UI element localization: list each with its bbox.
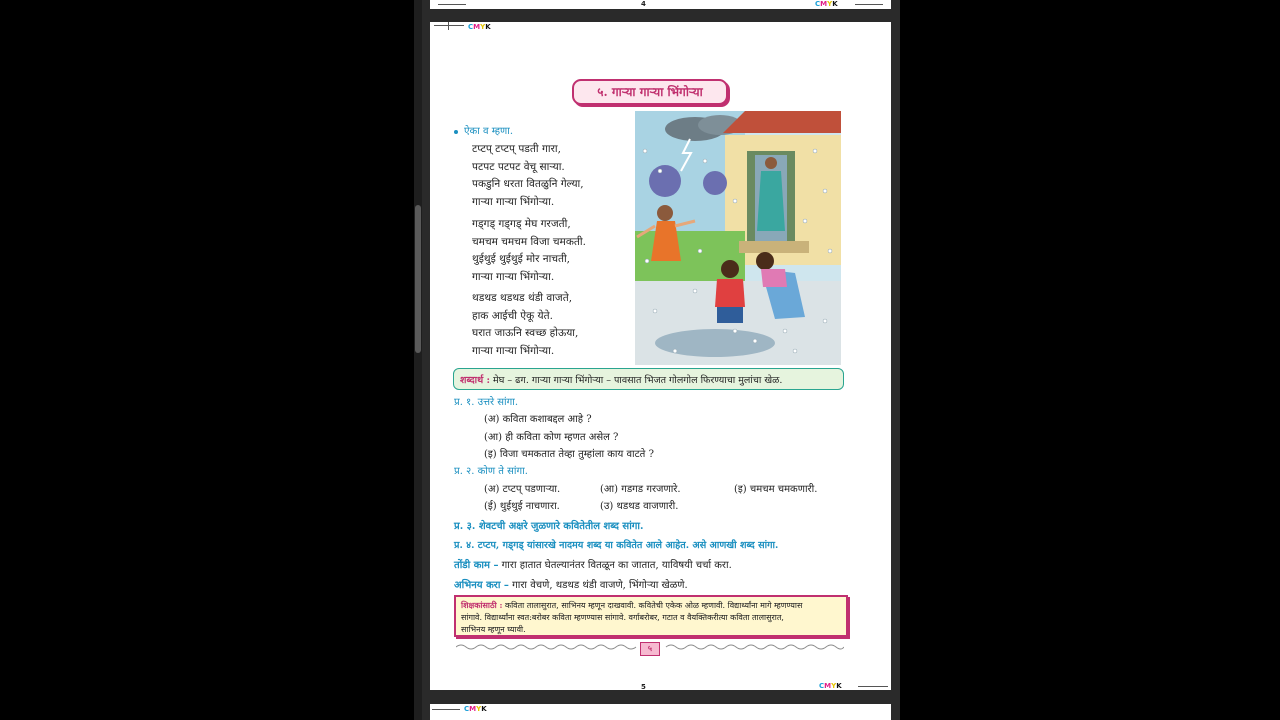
poem-stanza-1	[472, 141, 584, 211]
question-item: (अ) कविता कशाबद्दल आहे ?	[484, 414, 592, 425]
left-backdrop	[0, 0, 415, 720]
cmyk-mark: CMYK	[468, 23, 491, 31]
question-4: प्र. ४. टप्टप, गड्गड् यांसारखे नादमय शब्द या कवितेत आले आहेत. असे आणखी शब्द सांगा.	[454, 540, 779, 551]
poem-line: गाऱ्या गाऱ्या भिंगोऱ्या.	[472, 344, 555, 357]
cmyk-mark: CMYK	[464, 705, 487, 713]
crop-mark	[855, 4, 883, 5]
teacher-note-box	[454, 595, 848, 637]
glossary-box	[453, 368, 844, 390]
question-item: (आ) गडगड गरजणारे.	[600, 484, 681, 495]
question-item: (उ) थडथड वाजणारी.	[600, 501, 679, 512]
lesson-title-box	[572, 79, 728, 105]
poem-stanza-3	[472, 290, 578, 360]
page-number: 5	[641, 683, 646, 691]
question-item: (ई) थुईथुई नाचणारा.	[484, 501, 560, 512]
crop-mark	[434, 25, 464, 26]
teacher-note: शिक्षकांसाठी : कविता तालासुरात, साभिनय म्हणून दाखवावी. कवितेची एकेक ओळ म्हणावी. विद्यार्थ्यांना मागे म्हणण्यास सांगावे. विद्यार्थ्यांना स्वत:बरोबर कविता म्हणण्यास सांगावे. वर्गाबरोबर, गटात व वैयक्तिकरीत्या कविता तालासुरात, साभिनय म्हणून घ्यावी.	[461, 600, 803, 634]
oral-work: तोंडी काम – गारा हातात घेतल्यानंतर वितळून का जातात, याविषयी चर्चा करा.	[454, 560, 732, 571]
listen-heading: ऐका व म्हणा.	[454, 123, 513, 137]
poem-line: थडथड थडथड थंडी वाजते,	[472, 292, 573, 304]
poem-line: गाऱ्या गाऱ्या भिंगोऱ्या.	[472, 195, 555, 208]
next-page-top	[430, 704, 891, 720]
question-item: (इ) चमचम चमकणारी.	[734, 484, 818, 495]
question-1-heading: प्र. १. उत्तरे सांगा.	[454, 397, 519, 408]
question-3: प्र. ३. शेवटची अक्षरे जुळणारे कवितेतील शब्द सांगा.	[454, 521, 644, 532]
poem-line: गड्गड् गड्गड् मेघ गरजती,	[472, 218, 571, 230]
question-item: (अ) टप्टप् पडणाऱ्या.	[484, 484, 561, 495]
poem-line: हाक आईची ऐकू येते.	[472, 309, 553, 322]
page-number-badge: ५	[640, 642, 660, 656]
poem-line: टप्टप् टप्टप् पडती गारा,	[472, 143, 561, 155]
act-out: अभिनय करा – गारा वेचणे, थडथड थंडी वाजणे, भिंगोऱ्या खेळणे.	[454, 580, 688, 591]
cmyk-mark: CMYK	[815, 0, 838, 8]
crop-mark	[858, 686, 888, 687]
poem-line: थुईथुई थुईथुई मोर नाचती,	[472, 253, 571, 265]
question-item: (आ) ही कविता कोण म्हणत असेल ?	[484, 432, 619, 443]
hail-illustration	[635, 111, 841, 365]
scrollbar-track[interactable]	[414, 0, 422, 720]
poem-line: गाऱ्या गाऱ्या भिंगोऱ्या.	[472, 270, 555, 283]
crop-mark	[438, 4, 466, 5]
bullet-icon	[454, 130, 458, 134]
poem-line: पटपट पटपट वेचू साऱ्या.	[472, 160, 565, 173]
previous-page-number: 4	[641, 0, 646, 8]
poem-line: पकडुनि धरता वितळुनि गेल्या,	[472, 178, 584, 190]
scrollbar-thumb[interactable]	[415, 205, 421, 353]
previous-page-bottom	[430, 0, 891, 9]
poem-line: चमचम चमचम विजा चमकती.	[472, 235, 586, 248]
question-item: (इ) विजा चमकतात तेव्हा तुम्हांला काय वाटते ?	[484, 449, 654, 460]
question-2-heading: प्र. २. कोण ते सांगा.	[454, 466, 528, 477]
crop-mark	[448, 22, 449, 30]
crop-mark	[432, 709, 460, 710]
lesson-title: ५. गाऱ्या गाऱ्या भिंगोऱ्या	[597, 85, 703, 99]
poem-line: घरात जाऊनि स्वच्छ होऊया,	[472, 327, 579, 339]
document-page	[430, 22, 891, 690]
cmyk-mark: CMYK	[819, 682, 842, 690]
poem-stanza-2	[472, 216, 586, 286]
glossary-text: शब्दार्थ : मेघ – ढग. गाऱ्या गाऱ्या भिंगोऱ्या – पावसात भिजत गोलगोल फिरण्याचा मुलांचा खेळ.	[460, 375, 783, 386]
